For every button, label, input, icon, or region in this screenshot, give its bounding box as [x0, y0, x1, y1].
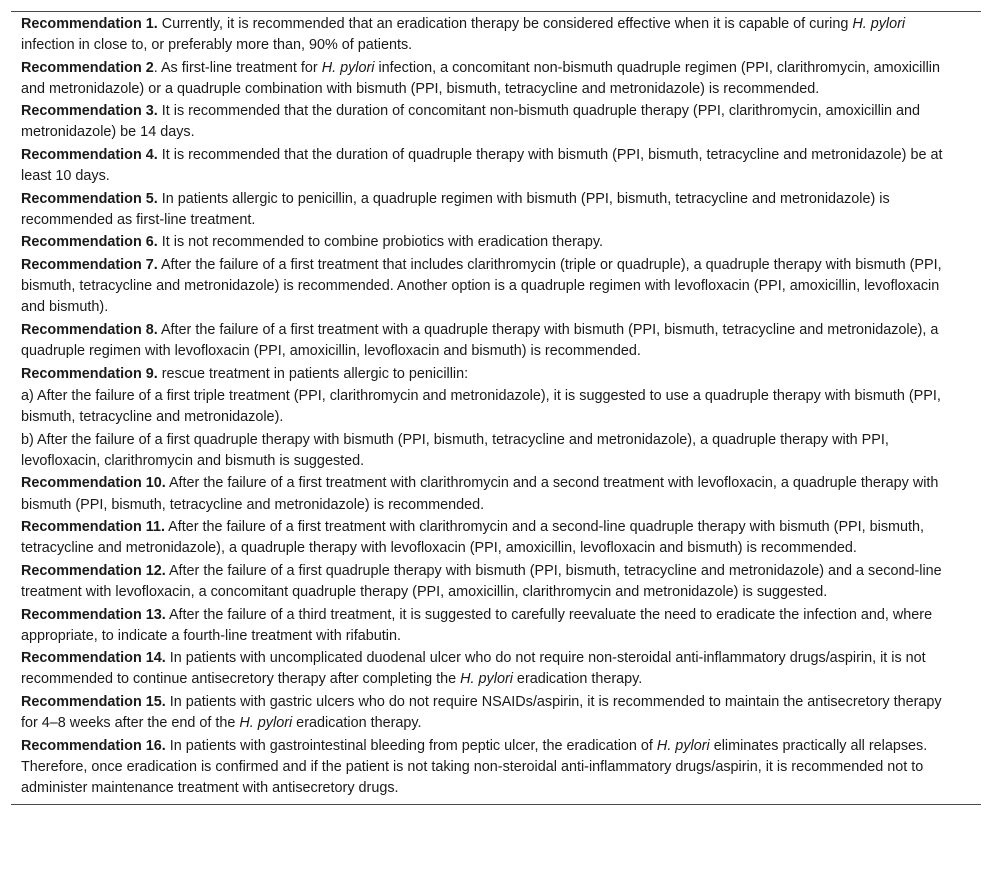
- recommendation-label: Recommendation 11.: [21, 519, 165, 536]
- recommendation-text: In patients with gastric ulcers who do not require NSAIDs/aspirin, it is recommended to maintain the antisecretory therapy for 4–8 weeks after the end of the: [21, 693, 942, 731]
- recommendation-text: eradication therapy.: [292, 715, 422, 731]
- recommendation-item: [11, 430, 981, 472]
- recommendation-label: Recommendation 16.: [21, 737, 166, 754]
- recommendation-text: After the failure of a first treatment with a quadruple therapy with bismuth (PPI, bismuth, tetracycline and metronidazole), a quadruple regimen with levofloxacin (PPI, amoxicillin, levofloxacin and bismuth) is recommended.: [21, 321, 939, 359]
- recommendation-text: infection in close to, or preferably more than, 90% of patients.: [21, 37, 413, 54]
- recommendation-item: [11, 58, 981, 100]
- recommendation-text: After the failure of a third treatment, it is suggested to carefully reevaluate the need to eradicate the infection and, where appropriate, to indicate a fourth-line treatment with rifabutin.: [21, 606, 933, 644]
- recommendation-text: . As first-line treatment for: [153, 59, 322, 76]
- recommendation-item: [11, 255, 981, 318]
- recommendation-label: Recommendation 12.: [21, 562, 166, 579]
- recommendation-label: Recommendation 4.: [21, 147, 158, 164]
- recommendation-text: In patients with uncomplicated duodenal ulcer who do not require non-steroidal anti-inflammatory drugs/aspirin, it is not recommended to continue antisecretory therapy after completing the: [21, 650, 926, 688]
- recommendation-item: [11, 648, 981, 690]
- recommendation-item: [11, 473, 981, 515]
- recommendation-item: [11, 145, 981, 187]
- recommendation-item: [11, 14, 981, 56]
- recommendation-label: Recommendation 3.: [21, 103, 158, 120]
- species-name: H. pylori: [852, 16, 906, 32]
- recommendation-item: [11, 605, 981, 647]
- recommendation-label: Recommendation 2: [21, 59, 154, 76]
- recommendations-table: [11, 11, 981, 805]
- recommendation-text: infection, a concomitant non-bismuth quadruple regimen (PPI, clarithromycin, amoxicillin and metronidazole) or a quadruple combination with bismuth (PPI, bismuth, tetracycline and metronidazole) is recommended.: [21, 59, 940, 97]
- recommendation-label: Recommendation 8.: [21, 321, 158, 338]
- recommendation-label: Recommendation 14.: [21, 650, 166, 667]
- recommendation-text: Currently, it is recommended that an eradication therapy be considered effective when it is capable of curing: [157, 16, 853, 32]
- recommendation-item: [11, 386, 981, 428]
- recommendation-label: Recommendation 13.: [21, 606, 166, 623]
- recommendation-item: [11, 561, 981, 603]
- recommendation-label: Recommendation 5.: [21, 190, 158, 207]
- recommendation-text: eliminates practically all relapses. Therefore, once eradication is confirmed and if the patient is not taking non-steroidal anti-inflammatory drugs/aspirin, it is recommended not to administer maintenance treatment with antisecretory drugs.: [21, 737, 928, 796]
- recommendation-item: [11, 232, 981, 253]
- recommendation-label: Recommendation 7.: [21, 257, 158, 274]
- recommendation-item: [11, 736, 981, 799]
- recommendation-text: In patients with gastrointestinal bleeding from peptic ulcer, the eradication of: [165, 737, 657, 754]
- recommendation-label: Recommendation 6.: [21, 234, 158, 251]
- recommendation-text: After the failure of a first treatment with clarithromycin and a second treatment with levofloxacin, a quadruple therapy with bismuth (PPI, bismuth, tetracycline and metronidazole) is recommended.: [21, 475, 939, 513]
- recommendation-text: After the failure of a first treatment with clarithromycin and a second-line quadruple therapy with bismuth (PPI, bismuth, tetracycline and metronidazole), a quadruple therapy with levofloxacin (PPI, amoxicillin, levofloxacin and bismuth) is recommended.: [21, 519, 925, 557]
- recommendation-item: [11, 101, 981, 143]
- recommendation-label: Recommendation 15.: [21, 693, 166, 710]
- recommendation-item: [11, 364, 981, 385]
- species-name: H. pylori: [656, 737, 710, 754]
- species-name: H. pylori: [239, 715, 293, 731]
- recommendation-text: After the failure of a first treatment that includes clarithromycin (triple or quadruple), a quadruple therapy with bismuth (PPI, bismuth, tetracycline and metronidazole) is recommended. Another option is a quadruple regimen with levofloxacin (PPI, amoxicillin, levofloxacin and bismuth).: [21, 257, 942, 316]
- recommendation-item: [11, 692, 981, 734]
- species-name: H. pylori: [321, 59, 375, 76]
- recommendation-text: It is not recommended to combine probiotics with eradication therapy.: [157, 234, 604, 251]
- recommendation-label: Recommendation 10.: [21, 475, 166, 492]
- recommendation-item: [11, 517, 981, 559]
- recommendation-text: In patients allergic to penicillin, a quadruple regimen with bismuth (PPI, bismuth, tetracycline and metronidazole) is recommended as first-line treatment.: [21, 190, 890, 228]
- recommendation-text: It is recommended that the duration of quadruple therapy with bismuth (PPI, bismuth, tetracycline and metronidazole) be at least 10 days.: [21, 147, 943, 185]
- recommendation-text: After the failure of a first quadruple therapy with bismuth (PPI, bismuth, tetracycline and metronidazole) and a second-line treatment with levofloxacin, a concomitant quadruple therapy (PPI, amoxicillin, clarithromycin and metronidazole) is suggested.: [21, 562, 942, 600]
- recommendation-text: It is recommended that the duration of concomitant non-bismuth quadruple therapy (PPI, clarithromycin, amoxicillin and metronidazole) be 14 days.: [21, 103, 921, 141]
- recommendation-item: [11, 189, 981, 231]
- recommendation-text: rescue treatment in patients allergic to penicillin:: [157, 365, 469, 382]
- recommendation-label: Recommendation 9.: [21, 365, 158, 382]
- recommendation-label: Recommendation 1.: [21, 16, 158, 32]
- recommendation-text: a) After the failure of a first triple treatment (PPI, clarithromycin and metronidazole), it is suggested to use a quadruple therapy with bismuth (PPI, bismuth, tetracycline and metronidazole).: [21, 388, 941, 426]
- recommendation-text: b) After the failure of a first quadruple therapy with bismuth (PPI, bismuth, tetracycline and metronidazole), a quadruple therapy with PPI, levofloxacin, clarithromycin and bismuth is suggested.: [21, 431, 889, 469]
- recommendation-text: eradication therapy.: [512, 671, 643, 688]
- species-name: H. pylori: [460, 671, 513, 688]
- recommendation-item: [11, 320, 981, 362]
